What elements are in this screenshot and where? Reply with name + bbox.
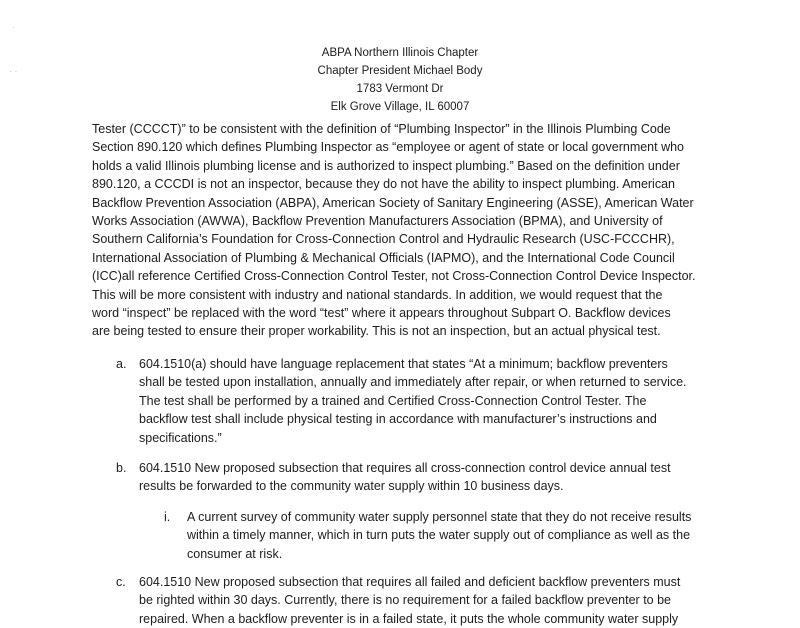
list-item-line: backflow test shall include physical testing in accordance with manufacturer’s instructions and (139, 412, 657, 427)
letterhead-city: Elk Grove Village, IL 60007 (330, 101, 470, 113)
list-marker: b. (116, 461, 127, 475)
paragraph-line: International Association of Plumbing & Mechanical Officials (IAPMO), and the International Code Council (92, 250, 675, 265)
paragraph-line: Backflow Prevention Association (ABPA), American Society of Sanitary Engineering (ASSE), American Water (92, 195, 694, 210)
letterhead-org: ABPA Northern Illinois Chapter (321, 47, 479, 59)
paragraph-line: Works Association (AWWA), Backflow Prevention Manufacturers Association (BPMA), and University of (92, 214, 663, 229)
list-marker: i. (164, 510, 171, 524)
letterhead-president: Chapter President Michael Body (317, 65, 483, 77)
paragraph-line: are being tested to ensure their proper workability. This is not an inspection, but an actual physical test. (92, 324, 661, 339)
list-item-line: results be forwarded to the community water supply within 10 business days. (139, 479, 564, 494)
scan-speck: · (12, 22, 15, 32)
letterhead (0, 44, 800, 116)
list-item-line: consumer at risk. (187, 546, 283, 561)
paragraph-line: Section 890.120 which defines Plumbing Inspector as “employee or agent of state or local government who (92, 140, 685, 155)
list-item-line: 604.1510 New proposed subsection that requires all failed and deficient backflow preventers must (139, 575, 681, 589)
list-item-line: be righted within 30 days. Currently, there is no requirement for a failed backflow preventer to be (139, 593, 671, 608)
list-item-line: 604.1510(a) should have language replacement that states “At a minimum; backflow preventers (139, 357, 668, 371)
paragraph-line: word “inspect” be replaced with the word “test” where it appears throughout Subpart O. Backflow devices (92, 306, 671, 321)
scan-speck: · · (9, 66, 18, 76)
letterhead-street: 1783 Vermont Dr (356, 83, 444, 95)
paragraph-line: Southern California’s Foundation for Cross-Connection Control and Hydraulic Research (USC-FCCCHR), (92, 232, 675, 247)
intro-paragraph (92, 120, 732, 341)
paragraph-line: (ICC)all reference Certified Cross-Connection Control Tester, not Cross-Connection Control Device Inspector. (92, 269, 696, 284)
list-item-line: specifications.” (139, 430, 222, 445)
list-item-line: The test shall be performed by a trained and Certified Cross-Connection Control Tester. The (139, 393, 647, 408)
list-marker: c. (116, 575, 126, 589)
list-marker: a. (116, 357, 127, 371)
paragraph-line: 890.120, a CCCDI is not an inspector, because they do not have the ability to inspect plumbing. American (92, 177, 675, 192)
list-item-line: repaired. When a backflow preventer is in a failed state, it puts the whole community water supply (139, 611, 679, 626)
list-item-line: within a timely manner, which in turn puts the water supply out of compliance as well as the (187, 528, 691, 543)
list-item-line: A current survey of community water supply personnel state that they do not receive results (187, 510, 692, 524)
list-item-line: shall be tested upon installation, annually and immediately after repair, or when returned to service. (139, 375, 687, 390)
paragraph-line: Tester (CCCCT)” to be consistent with the definition of “Plumbing Inspector” in the Illinois Plumbing Code (92, 122, 671, 136)
paragraph-line: holds a valid Illinois plumbing license and is authorized to inspect plumbing.” Based on the definition under (92, 158, 680, 173)
paragraph-line: This will be more consistent with industry and national standards. In addition, we would request that the (92, 287, 663, 302)
list-item-line: 604.1510 New proposed subsection that requires all cross-connection control device annual test (139, 461, 671, 475)
